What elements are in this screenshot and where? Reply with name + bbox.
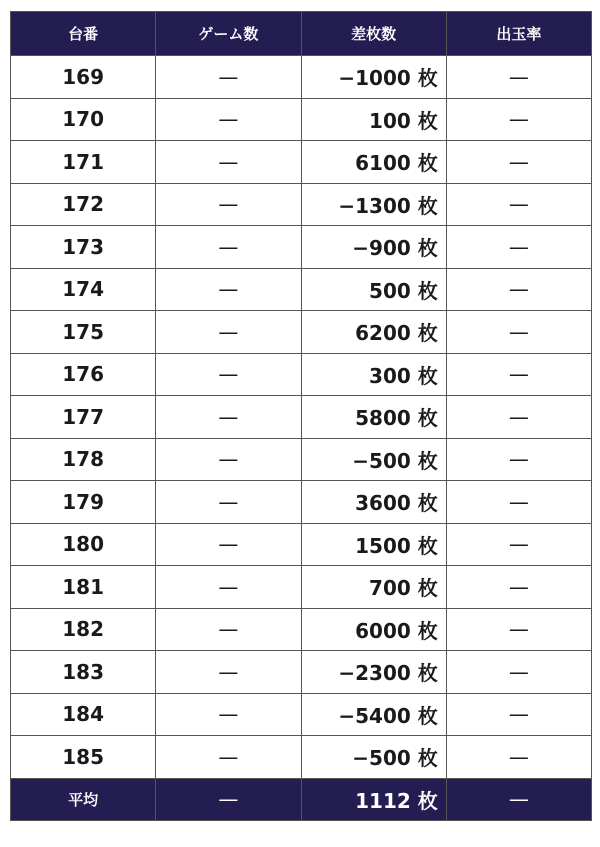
game-count-cell: — <box>156 438 301 481</box>
machine-number-cell: 176 <box>11 353 156 396</box>
machine-number-cell: 183 <box>11 651 156 694</box>
slot-results-table <box>10 11 592 821</box>
machine-number-cell: 175 <box>11 311 156 354</box>
coin-difference-cell: 100 枚 <box>301 98 446 141</box>
coin-difference-cell: 700 枚 <box>301 566 446 609</box>
table-row <box>11 566 592 609</box>
machine-number-cell: 169 <box>11 56 156 99</box>
game-count-cell: — <box>156 141 301 184</box>
game-count-cell: — <box>156 268 301 311</box>
payout-rate-cell: — <box>446 98 591 141</box>
game-count-cell: — <box>156 183 301 226</box>
table-row <box>11 651 592 694</box>
payout-rate-cell: — <box>446 523 591 566</box>
game-count-cell: — <box>156 736 301 779</box>
header-row <box>11 12 592 56</box>
coin-difference-cell: 5800 枚 <box>301 396 446 439</box>
header-payout-rate: 出玉率 <box>446 12 591 56</box>
table-body <box>11 56 592 779</box>
coin-difference-cell: 300 枚 <box>301 353 446 396</box>
header-game-count: ゲーム数 <box>156 12 301 56</box>
coin-difference-cell: −500 枚 <box>301 736 446 779</box>
table-row <box>11 481 592 524</box>
coin-difference-cell: 1500 枚 <box>301 523 446 566</box>
table-row <box>11 98 592 141</box>
table-header <box>11 12 592 56</box>
machine-number-cell: 184 <box>11 693 156 736</box>
table-row <box>11 141 592 184</box>
game-count-cell: — <box>156 608 301 651</box>
machine-number-cell: 174 <box>11 268 156 311</box>
table-row <box>11 736 592 779</box>
table-row <box>11 438 592 481</box>
game-count-cell: — <box>156 396 301 439</box>
game-count-cell: — <box>156 651 301 694</box>
coin-difference-cell: −1000 枚 <box>301 56 446 99</box>
game-count-cell: — <box>156 56 301 99</box>
table-row <box>11 268 592 311</box>
table-row <box>11 311 592 354</box>
coin-difference-cell: −5400 枚 <box>301 693 446 736</box>
average-payout-rate: — <box>446 778 591 820</box>
machine-number-cell: 179 <box>11 481 156 524</box>
average-coin-difference: 1112 枚 <box>301 778 446 820</box>
payout-rate-cell: — <box>446 396 591 439</box>
coin-difference-cell: 500 枚 <box>301 268 446 311</box>
game-count-cell: — <box>156 98 301 141</box>
payout-rate-cell: — <box>446 56 591 99</box>
table-row <box>11 353 592 396</box>
header-coin-difference: 差枚数 <box>301 12 446 56</box>
coin-difference-cell: 6000 枚 <box>301 608 446 651</box>
payout-rate-cell: — <box>446 693 591 736</box>
table-footer <box>11 778 592 820</box>
game-count-cell: — <box>156 481 301 524</box>
payout-rate-cell: — <box>446 183 591 226</box>
game-count-cell: — <box>156 311 301 354</box>
machine-number-cell: 177 <box>11 396 156 439</box>
machine-number-cell: 171 <box>11 141 156 184</box>
payout-rate-cell: — <box>446 608 591 651</box>
coin-difference-cell: −2300 枚 <box>301 651 446 694</box>
coin-difference-cell: 6200 枚 <box>301 311 446 354</box>
machine-number-cell: 172 <box>11 183 156 226</box>
payout-rate-cell: — <box>446 268 591 311</box>
payout-rate-cell: — <box>446 481 591 524</box>
game-count-cell: — <box>156 353 301 396</box>
coin-difference-cell: 3600 枚 <box>301 481 446 524</box>
coin-difference-cell: −900 枚 <box>301 226 446 269</box>
coin-difference-cell: −1300 枚 <box>301 183 446 226</box>
machine-number-cell: 181 <box>11 566 156 609</box>
table-row <box>11 523 592 566</box>
table-row <box>11 226 592 269</box>
payout-rate-cell: — <box>446 311 591 354</box>
payout-rate-cell: — <box>446 141 591 184</box>
machine-number-cell: 178 <box>11 438 156 481</box>
machine-number-cell: 170 <box>11 98 156 141</box>
game-count-cell: — <box>156 226 301 269</box>
game-count-cell: — <box>156 693 301 736</box>
payout-rate-cell: — <box>446 226 591 269</box>
payout-rate-cell: — <box>446 651 591 694</box>
machine-number-cell: 182 <box>11 608 156 651</box>
payout-rate-cell: — <box>446 736 591 779</box>
payout-rate-cell: — <box>446 566 591 609</box>
game-count-cell: — <box>156 566 301 609</box>
payout-rate-cell: — <box>446 438 591 481</box>
header-machine-number: 台番 <box>11 12 156 56</box>
table-row <box>11 56 592 99</box>
coin-difference-cell: 6100 枚 <box>301 141 446 184</box>
table-row <box>11 693 592 736</box>
machine-number-cell: 185 <box>11 736 156 779</box>
average-label: 平均 <box>11 778 156 820</box>
table-row <box>11 396 592 439</box>
average-game-count: — <box>156 778 301 820</box>
machine-number-cell: 173 <box>11 226 156 269</box>
table-row <box>11 608 592 651</box>
machine-number-cell: 180 <box>11 523 156 566</box>
game-count-cell: — <box>156 523 301 566</box>
table-row <box>11 183 592 226</box>
coin-difference-cell: −500 枚 <box>301 438 446 481</box>
payout-rate-cell: — <box>446 353 591 396</box>
slot-results-table-wrapper <box>10 11 591 821</box>
average-row <box>11 778 592 820</box>
